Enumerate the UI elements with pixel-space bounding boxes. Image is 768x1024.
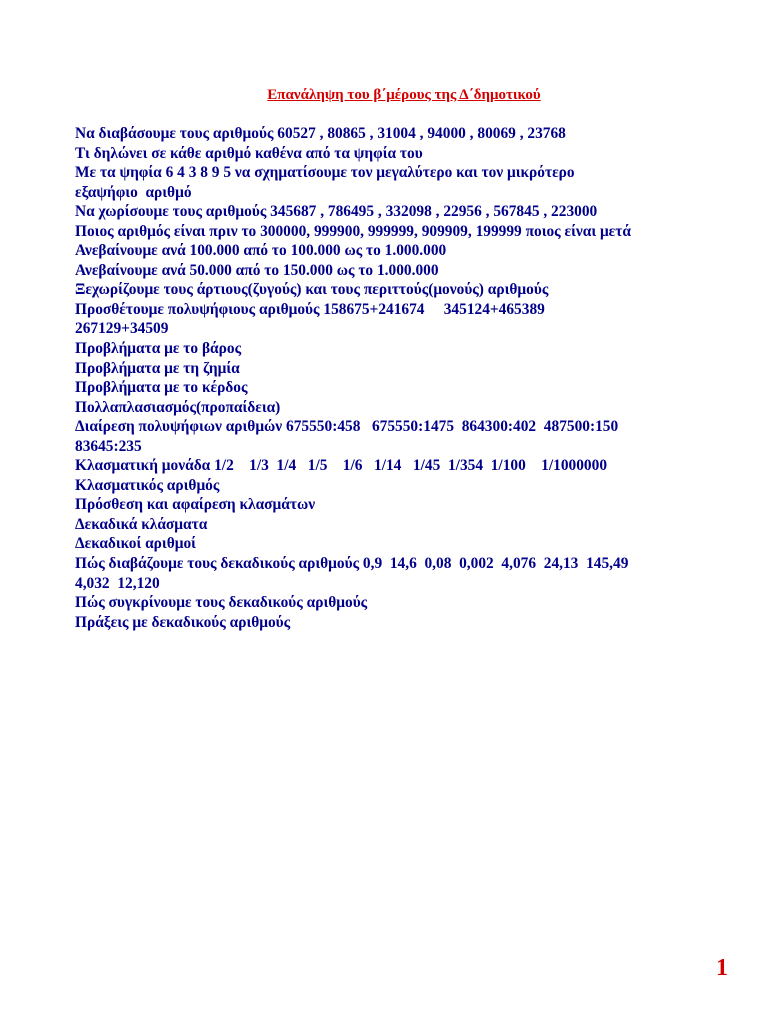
topic-line: 267129+34509: [75, 320, 169, 338]
topic-line: Προβλήματα με το βάρος: [75, 340, 242, 358]
topic-line: Προσθέτουμε πολυψήφιους αριθμούς 158675+241674 345124+465389: [75, 300, 545, 318]
topic-line: 4,032 12,120: [75, 574, 160, 592]
topic-line: Πολλαπλασιασμός(προπαίδεια): [75, 398, 281, 416]
topic-line: Κλασματικός αριθμός: [75, 476, 220, 494]
page-number: 1: [716, 955, 728, 981]
topic-line: Ανεβαίνουμε ανά 50.000 από το 150.000 ως το 1.000.000: [75, 261, 439, 279]
topic-line: Ξεχωρίζουμε τους άρτιους(ζυγούς) και τους περιττούς(μονούς) αριθμούς: [75, 281, 549, 299]
topic-line: Προβλήματα με το κέρδος: [75, 379, 248, 397]
topic-line: Πράξεις με δεκαδικούς αριθμούς: [75, 613, 291, 631]
topic-line: Ποιος αριθμός είναι πριν το 300000, 999900, 999999, 909909, 199999 ποιος είναι μετά: [75, 222, 631, 240]
topic-line: Πώς διαβάζουμε τους δεκαδικούς αριθμούς 0,9 14,6 0,08 0,002 4,076 24,13 145,49: [75, 555, 629, 573]
topic-line: Διαίρεση πολυψήφιων αριθμών 675550:458 675550:1475 864300:402 487500:150: [75, 418, 619, 436]
topic-line: 83645:235: [75, 437, 142, 455]
topic-list: [75, 124, 755, 632]
topic-line: Προβλήματα με τη ζημία: [75, 359, 240, 377]
topic-line: Πρόσθεση και αφαίρεση κλασμάτων: [75, 496, 316, 514]
topic-line: Να χωρίσουμε τους αριθμούς 345687 , 786495 , 332098 , 22956 , 567845 , 223000: [75, 203, 598, 221]
topic-line: Να διαβάσουμε τους αριθμούς 60527 , 80865 , 31004 , 94000 , 80069 , 23768: [75, 125, 566, 142]
topic-line: Κλασματική μονάδα 1/2 1/3 1/4 1/5 1/6 1/14 1/45 1/354 1/100 1/1000000: [75, 457, 608, 475]
topic-line: Ανεβαίνουμε ανά 100.000 από το 100.000 ως το 1.000.000: [75, 242, 447, 260]
topic-line: Δεκαδικά κλάσματα: [75, 515, 208, 533]
topic-line: Δεκαδικοί αριθμοί: [75, 535, 196, 553]
document-title: Επανάληψη του β΄μέρους της Δ΄δημοτικού: [267, 87, 541, 103]
topic-line: εξαψήφιο αριθμό: [75, 183, 192, 201]
topic-line: Τι δηλώνει σε κάθε αριθμό καθένα από τα ψηφία του: [75, 144, 423, 162]
topic-line: Πώς συγκρίνουμε τους δεκαδικούς αριθμούς: [75, 594, 368, 612]
topic-line: Με τα ψηφία 6 4 3 8 9 5 να σχηματίσουμε τον μεγαλύτερο και τον μικρότερο: [75, 164, 575, 182]
